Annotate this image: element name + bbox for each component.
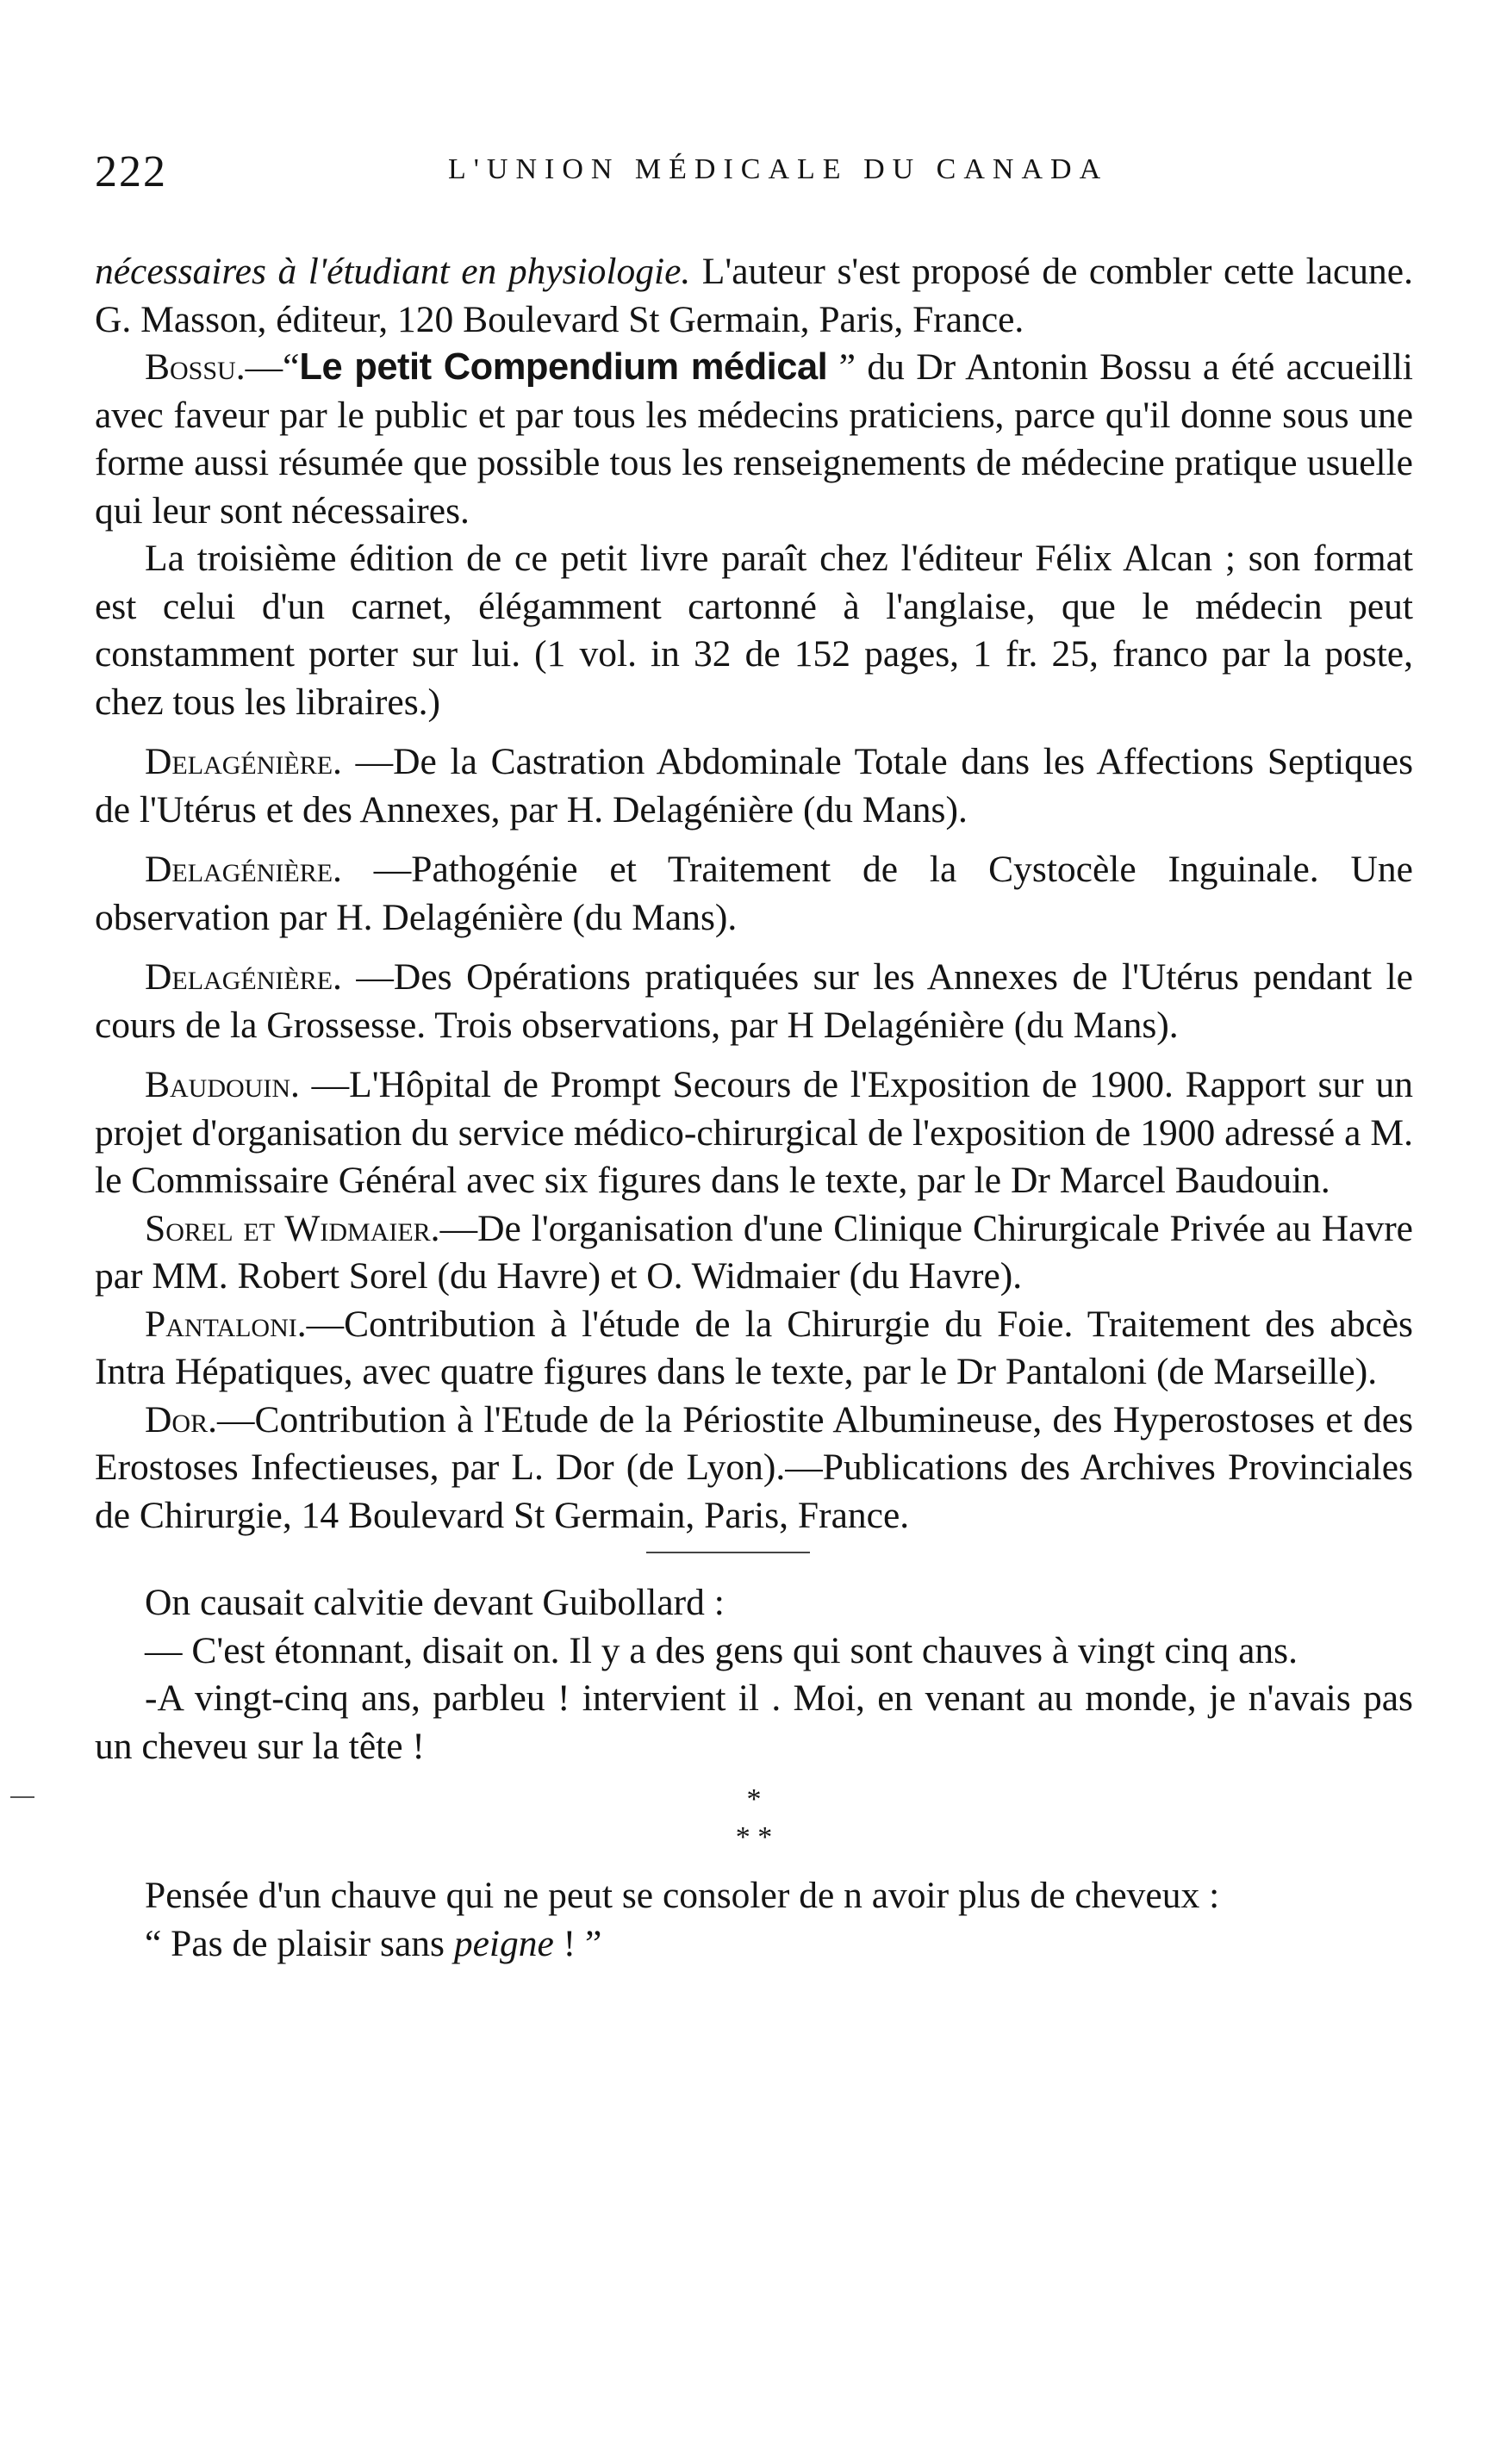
entry-author: Delagénière.: [145, 741, 342, 782]
entry-author: Delagénière.: [145, 849, 342, 890]
anecdote-line: — C'est étonnant, disait on. Il y a des gens qui sont chauves à vingt cinq ans.: [145, 1629, 1298, 1671]
bossu-text: ” du Dr Antonin Bossu a été accueilli avec faveur par le public et par tous les médecins praticiens, parce qu'il donne sous une forme aussi résumée que possible tous les renseignements de médecine pratique usuelle qui leur sont nécessaires.: [95, 346, 1413, 532]
page-number: 222: [95, 147, 167, 196]
page-body: [95, 248, 1413, 1968]
entry-paragraph: [95, 1061, 1413, 1205]
pensee-line: Pensée d'un chauve qui ne peut se consoler de n avoir plus de cheveux :: [145, 1875, 1220, 1916]
bossu-author: Bossu.: [145, 346, 246, 388]
pensee-quote: [95, 1920, 1413, 1969]
entry-text: —Pathogénie et Traitement de la Cystocèle Inguinale. Une observation par H. Delagénière (du Mans).: [95, 849, 1413, 938]
entry-author: Delagénière.: [145, 956, 342, 998]
intro-paragraph: [95, 248, 1413, 344]
bossu-title: Le petit Compendium médical: [299, 346, 828, 388]
quote-open: “ Pas de plaisir sans: [145, 1922, 454, 1964]
entry-author: Baudouin.: [145, 1064, 300, 1105]
bossu-second-paragraph: La troisième édition de ce petit livre paraît chez l'éditeur Félix Alcan ; son format est celui d'un carnet, élégamment cartonné à l'anglaise, que le médecin peut constamment porter sur lui. (1 vol. in 32 de 152 pages, 1 fr. 25, franco par la poste, chez tous les libraires.): [95, 538, 1413, 723]
entry-author: Sorel et Widmaier.: [145, 1207, 440, 1249]
quote-italic: peigne: [453, 1922, 554, 1964]
entry-text: —Contribution à l'Etude de la Périostite Albumineuse, des Hyperostoses et des Erostoses Infectieuses, par L. Dor (de Lyon).—Publications des Archives Provinciales de Chirurgie, 14 Boulevard St Germain, Paris, France.: [95, 1398, 1413, 1536]
entry-text: —De l'organisation d'une Clinique Chirurgicale Privée au Havre par MM. Robert Sorel (du Havre) et O. Widmaier (du Havre).: [95, 1207, 1413, 1297]
entry-text: —Des Opérations pratiquées sur les Annexes de l'Utérus pendant le cours de la Grossesse. Trois observations, par H Delagénière (du Mans).: [95, 956, 1413, 1046]
bossu-dash: —“: [245, 346, 300, 388]
entry-paragraph: [95, 1397, 1413, 1540]
entry-paragraph: [95, 1301, 1413, 1397]
intro-italic: nécessaires à l'étudiant en physiologie.: [95, 251, 691, 292]
entry-author: Dor.: [145, 1398, 217, 1440]
bossu-paragraph: [95, 344, 1413, 535]
entry-paragraph: [95, 1205, 1413, 1301]
page-header: [95, 146, 1413, 207]
margin-mark: [10, 1796, 34, 1798]
entry-text: —L'Hôpital de Prompt Secours de l'Exposition de 1900. Rapport sur un projet d'organisation du service médico-chirurgical de l'exposition de 1900 adressé a M. le Commissaire Général avec six figures dans le texte, par le Dr Marcel Baudouin.: [95, 1064, 1413, 1201]
entry-text: —De la Castration Abdominale Totale dans les Affections Septiques de l'Utérus et des Annexes, par H. Delagénière (du Mans).: [95, 741, 1413, 831]
running-head: L'UNION MÉDICALE DU CANADA: [448, 153, 1109, 185]
quote-close: ! ”: [553, 1922, 602, 1964]
entry-paragraph: [95, 954, 1413, 1049]
section-divider: [646, 1552, 810, 1553]
entry-paragraph: [95, 738, 1413, 834]
anecdote-line: -A vingt-cinq ans, parbleu ! intervient il . Moi, en venant au monde, je n'avais pas un cheveu sur la tête !: [95, 1677, 1413, 1767]
anecdote-line: On causait calvitie devant Guibollard :: [145, 1582, 725, 1623]
entry-text: —Contribution à l'étude de la Chirurgie du Foie. Traitement des abcès Intra Hépatiques, avec quatre figures dans le texte, par le Dr Pantaloni (de Marseille).: [95, 1303, 1413, 1392]
entry-author: Pantaloni.: [145, 1303, 307, 1345]
entry-paragraph: [95, 846, 1413, 942]
intro-text: L'auteur s'est proposé de combler cette lacune. G. Masson, éditeur, 120 Boulevard St Germain, Paris, France.: [95, 251, 1413, 340]
asterism: * * *: [735, 1783, 773, 1853]
